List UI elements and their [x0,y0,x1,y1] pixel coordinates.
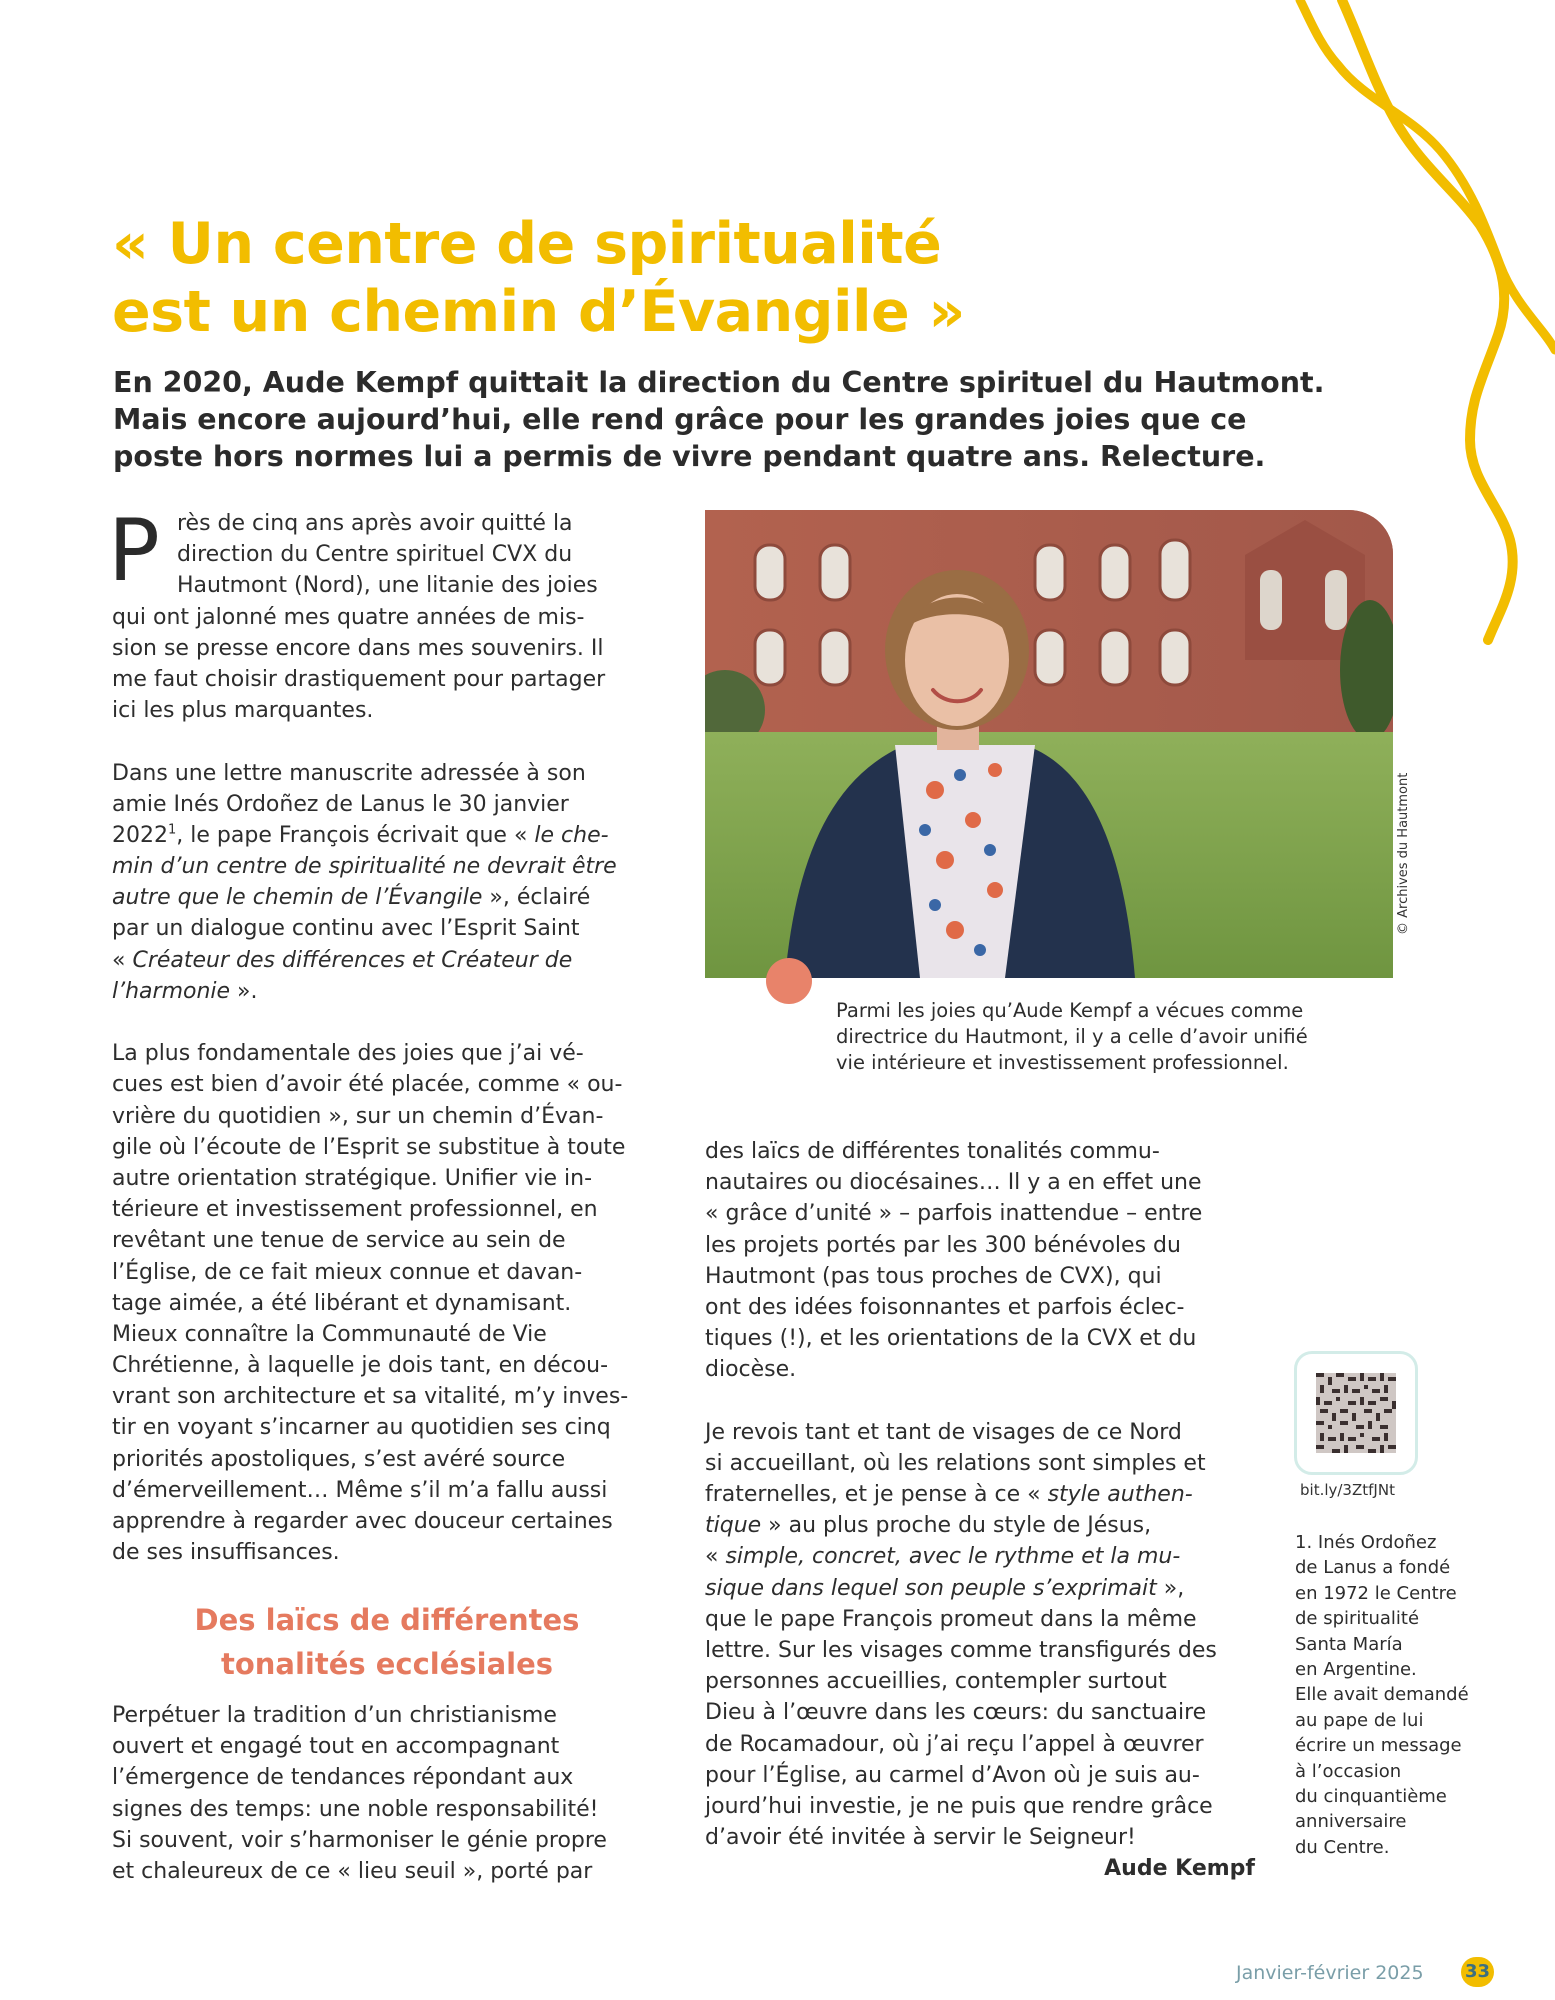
text-line: Chrétienne, à laquelle je dois tant, en décou- [112,1353,609,1379]
text-line: pour l’Église, au carmel d’Avon où je suis au- [705,1762,1200,1788]
text-line: les projets portés par les 300 bénévoles du [705,1232,1181,1258]
caption-line: directrice du Hautmont, il y a celle d’avoir unifié [836,1025,1308,1048]
qr-code-frame[interactable] [1294,1351,1418,1475]
footnote-line: au pape de lui [1295,1709,1424,1731]
caption-line: vie intérieure et investissement professionnel. [836,1051,1289,1074]
text-line: l’Église, de ce fait mieux connue et davan- [112,1259,583,1285]
text-line: me faut choisir drastiquement pour partager [112,666,606,692]
text-line: tage aimée, a été libérant et dynamisant. [112,1290,572,1316]
title-line-1: « Un centre de spiritualité [112,211,942,277]
text-line: fraternelles, et je pense à ce « style authen- [705,1482,1193,1508]
text-line: nautaires ou diocésaines… Il y a en effet une [705,1170,1202,1196]
issue-date: Janvier-février 2025 [1236,1962,1424,1984]
text-line: Dieu à l’œuvre dans les cœurs: du sanctuaire [705,1700,1207,1726]
text-line: autre orientation stratégique. Unifier vie in- [112,1165,593,1191]
title-line-2: est un chemin d’Évangile » [112,279,965,345]
text-line: Si souvent, voir s’harmoniser le génie propre [112,1827,607,1853]
text-line: priorités apostoliques, s’est avéré source [112,1446,566,1472]
right-column [705,1136,1217,1853]
text-line: rès de cinq ans après avoir quitté la [177,511,573,536]
article-title [112,210,1262,346]
text-line: vrant son architecture et sa vitalité, m’y inves- [112,1384,629,1410]
text-line: sique dans lequel son peuple s’exprimait », [705,1575,1185,1601]
drop-cap: P [108,501,160,601]
text-line: Je revois tant et tant de visages de ce Nord [705,1419,1182,1445]
left-column-section [112,1700,607,1887]
text-line: La plus fondamentale des joies que j’ai vé- [112,1041,584,1067]
text-line: ici les plus marquantes. [112,698,374,724]
text-line: d’émerveillement… Même s’il m’a fallu aussi [112,1477,608,1503]
heading-line: Des laïcs de différentes [194,1603,580,1637]
lead-line: poste hors normes lui a permis de vivre pendant quatre ans. Relecture. [113,440,1266,473]
text-line: l’harmonie ». [112,978,258,1004]
footnote-line: en Argentine. [1295,1659,1417,1681]
text-line: tir en voyant s’incarner au quotidien ses cinq [112,1415,611,1441]
accent-dot [765,957,813,1005]
text-line: ont des idées foisonnantes et parfois éclec- [705,1294,1185,1320]
text-line: Mieux connaître la Communauté de Vie [112,1321,547,1347]
text-line: des laïcs de différentes tonalités commu- [705,1139,1160,1164]
text-line: cues est bien d’avoir été placée, comme « ou- [112,1072,623,1098]
text-line: min d’un centre de spiritualité ne devrait être [112,854,617,880]
text-line: et chaleureux de ce « lieu seuil », porté par [112,1858,593,1884]
left-column-intro-indented [177,508,598,602]
text-line: direction du Centre spirituel CVX du [177,542,573,568]
footnote-line: Elle avait demandé [1295,1684,1469,1706]
text-line: gile où l’écoute de l’Esprit se substitue à toute [112,1134,626,1160]
lead-line: En 2020, Aude Kempf quittait la direction du Centre spirituel du Hautmont. [113,366,1325,399]
footnote-line: du Centre. [1295,1836,1390,1858]
footnote-ref: 1 [168,822,177,838]
portrait-photo [705,510,1393,978]
article-lead [113,364,1325,475]
footnote-line: Santa María [1295,1633,1403,1655]
footnote-line: en 1972 le Centre [1295,1582,1457,1604]
text-line: tique » au plus proche du style de Jésus, [705,1513,1152,1539]
text-line: signes des temps: une noble responsabilité! [112,1796,599,1822]
text-line: ouvert et engagé tout en accompagnant [112,1734,560,1760]
text-line: Perpétuer la tradition d’un christianisme [112,1703,557,1728]
text-line: « grâce d’unité » – parfois inattendue – entre [705,1201,1203,1227]
section-heading [112,1598,662,1686]
text-line: « simple, concret, avec le rythme et la mu- [705,1544,1181,1570]
text-line: revêtant une tenue de service au sein de [112,1228,566,1254]
text-line: jourd’hui investie, je ne puis que rendre grâce [705,1793,1213,1819]
text-line: tiques (!), et les orientations de la CVX et du [705,1326,1197,1352]
caption-line: Parmi les joies qu’Aude Kempf a vécues comme [836,999,1304,1022]
footnote-line: à l’occasion [1295,1760,1402,1782]
qr-short-link[interactable]: bit.ly/3ZtfJNt [1300,1481,1395,1499]
text-line: vrière du quotidien », sur un chemin d’Évan- [112,1103,604,1129]
left-column [112,602,628,1569]
text-line: qui ont jalonné mes quatre années de mis- [112,604,585,630]
lead-line: Mais encore aujourd’hui, elle rend grâce pour les grandes joies que ce [113,403,1247,436]
photo-credit: © Archives du Hautmont [1396,772,1411,935]
text-line: d’avoir été invitée à servir le Seigneur! [705,1825,1136,1851]
footnote-line: du cinquantième [1295,1786,1447,1808]
footnote [1295,1530,1515,1860]
text-line: autre que le chemin de l’Évangile », éclairé [112,885,591,911]
qr-code-icon [1316,1373,1396,1453]
photo-caption [836,998,1396,1076]
text-line: Hautmont (Nord), une litanie des joies [177,573,598,599]
text-line: Hautmont (pas tous proches de CVX), qui [705,1263,1162,1289]
text-line: diocèse. [705,1357,797,1383]
text-line: lettre. Sur les visages comme transfigurés des [705,1638,1217,1663]
photo-illustration [705,510,1393,978]
text-line: « Créateur des différences et Créateur de [112,947,573,973]
text-line: térieure et investissement professionnel, en [112,1197,598,1223]
text-line: que le pape François promeut dans la même [705,1606,1197,1632]
footnote-line: de Lanus a fondé [1295,1557,1451,1579]
text-line: apprendre à regarder avec douceur certaines [112,1509,613,1535]
text-line: sion se presse encore dans mes souvenirs. Il [112,635,604,661]
text-line: 2022$^1$, le pape François écrivait que « le che- [112,822,609,848]
text-line: si accueillant, où les relations sont simples et [705,1450,1206,1476]
text-line: de Rocamadour, où j’ai reçu l’appel à œuvrer [705,1731,1204,1757]
footnote-line: 1. Inés Ordoñez [1295,1532,1437,1553]
text-line: Dans une lettre manuscrite adressée à son [112,760,586,786]
text-line: amie Inés Ordoñez de Lanus le 30 janvier [112,791,569,817]
page-number: 33 [1461,1957,1494,1987]
footnote-line: écrire un message [1295,1735,1462,1757]
footnote-line: anniversaire [1295,1811,1407,1833]
text-line: de ses insuffisances. [112,1540,340,1566]
text-line: par un dialogue continu avec l’Esprit Saint [112,916,580,942]
author-signature: Aude Kempf [1104,1856,1255,1881]
heading-line: tonalités ecclésiales [220,1647,554,1681]
text-line: l’émergence de tendances répondant aux [112,1765,574,1791]
footnote-line: de spiritualité [1295,1608,1420,1630]
text-line: personnes accueillies, contempler surtout [705,1669,1167,1695]
